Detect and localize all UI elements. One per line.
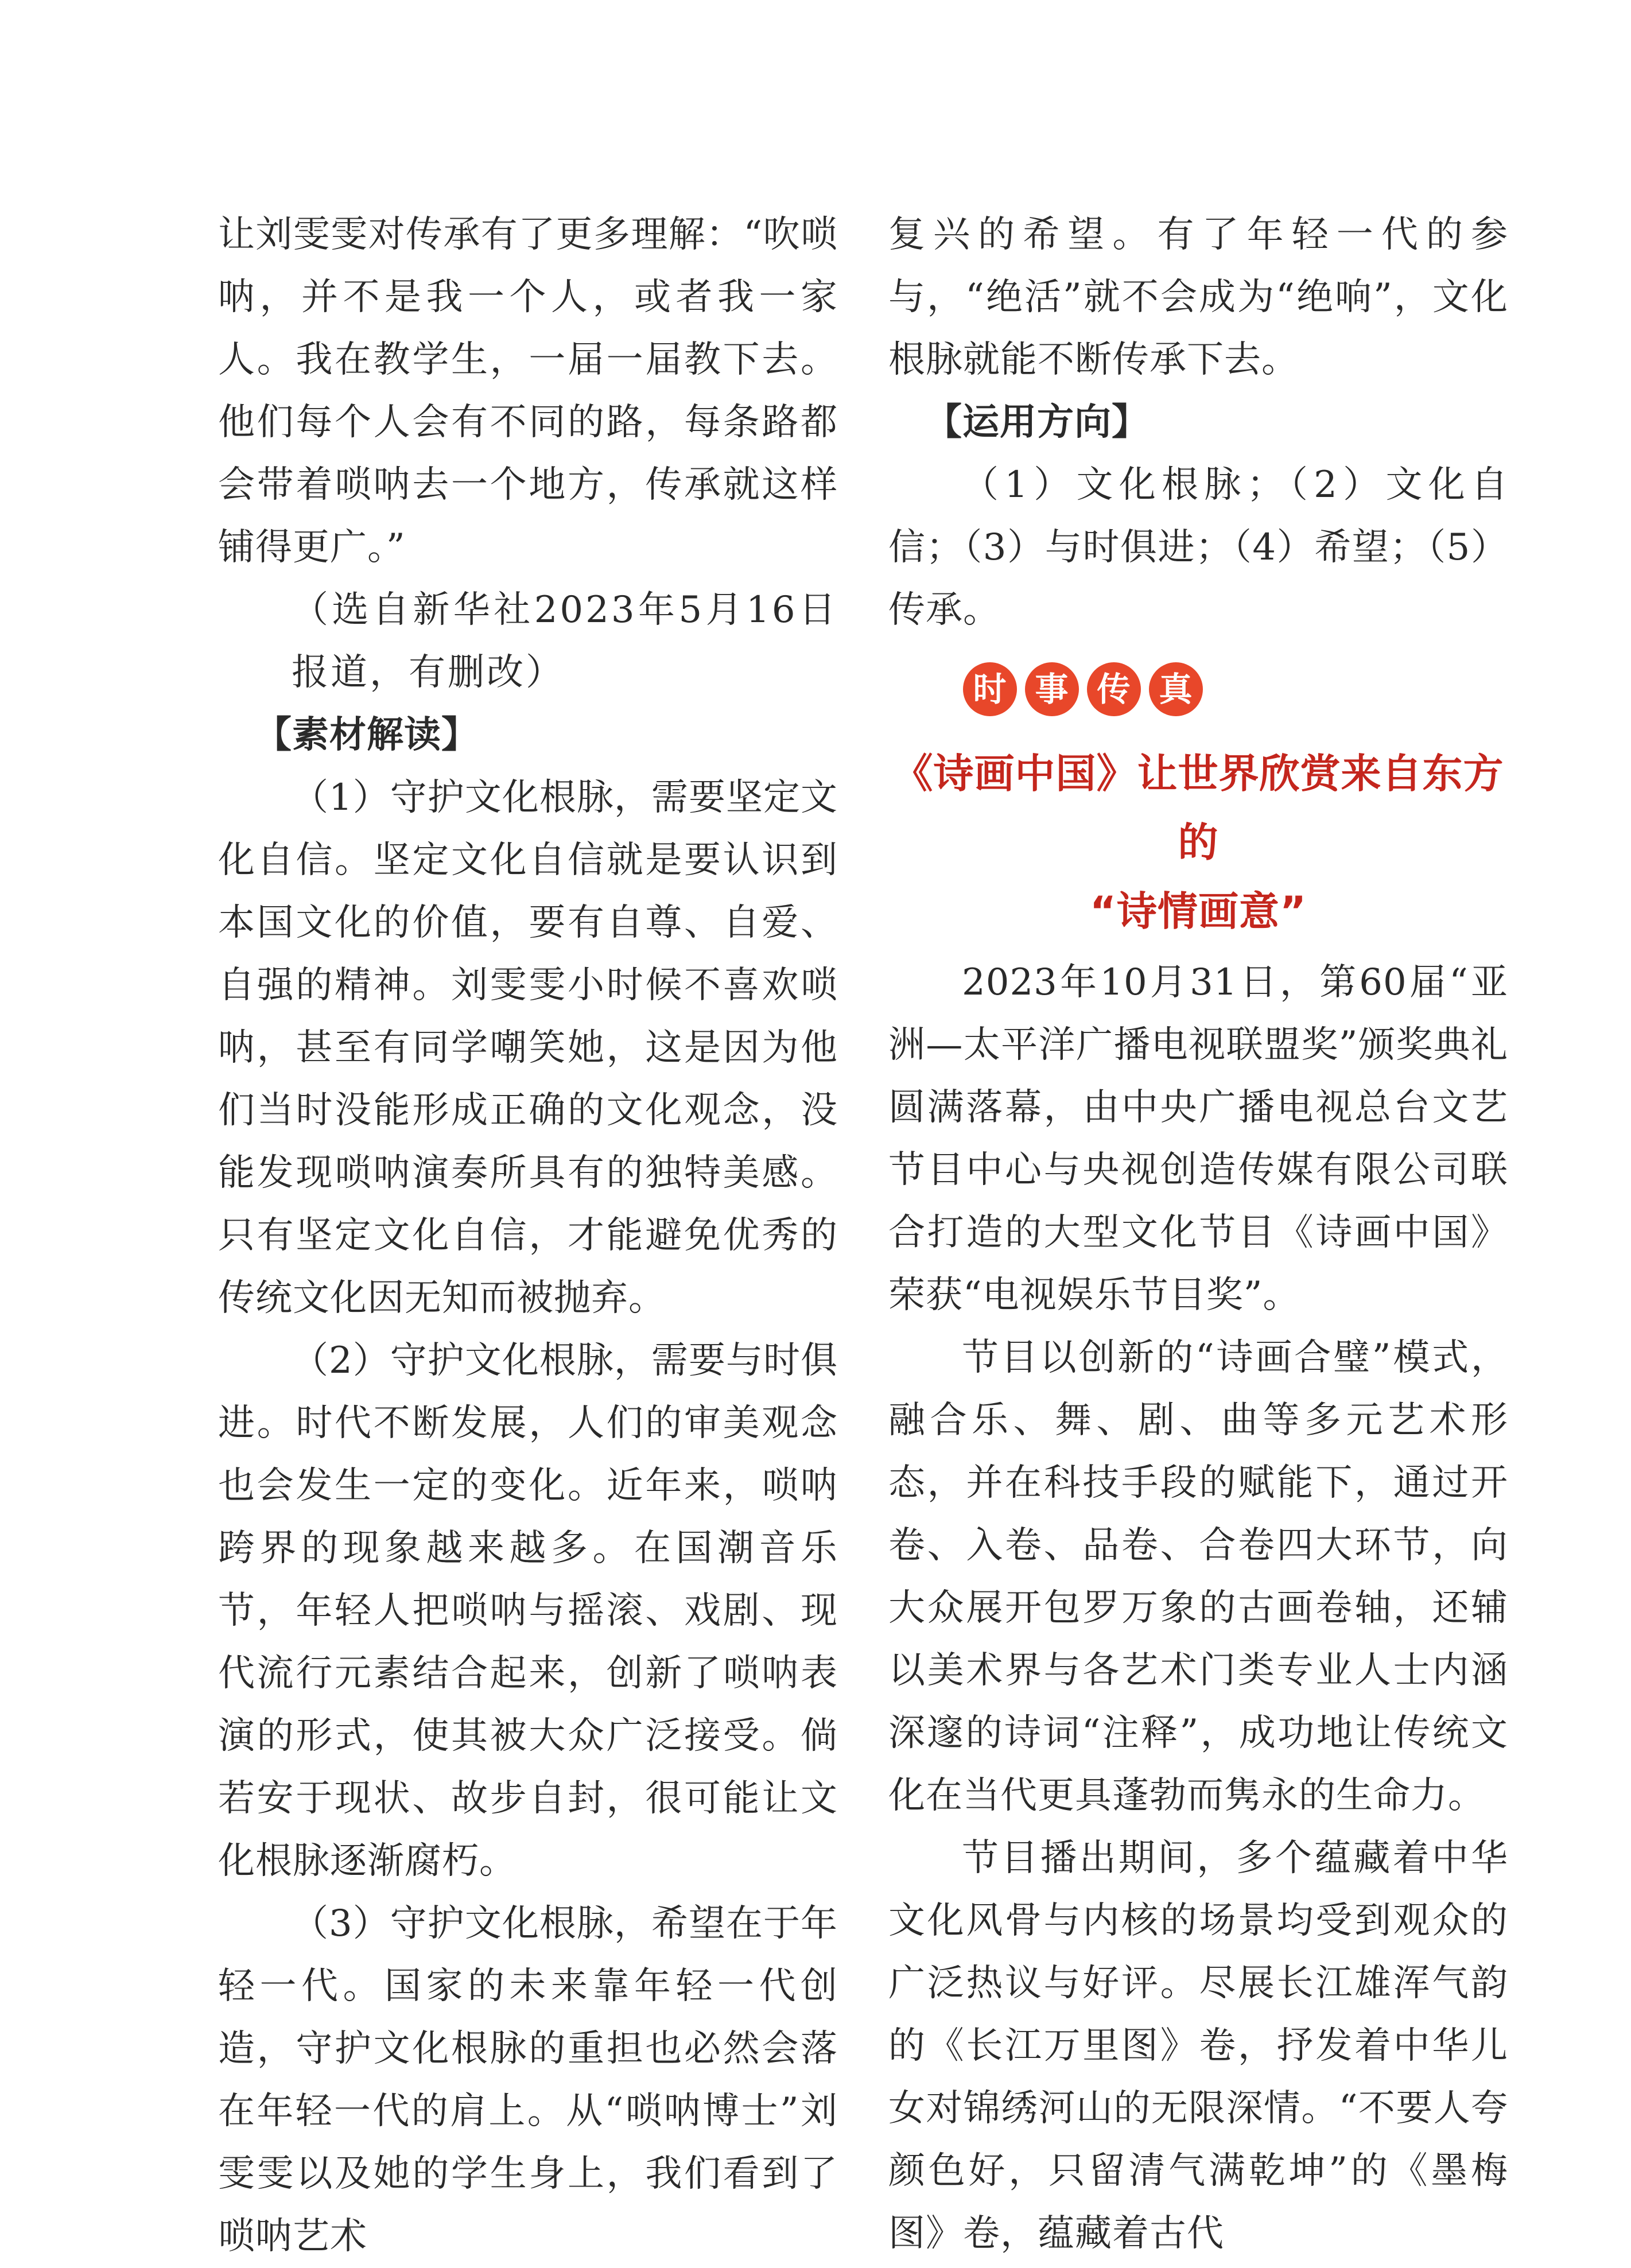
interpretation-point-3: （3）守护文化根脉，希望在于年轻一代。国家的未来靠年轻一代创造，守护文化根脉的重担也必然会落在年轻一代的肩上。从“唢呐博士”刘雯雯以及她的学生身上，我们看到了唢呐艺术 (218, 1902, 838, 2258)
article-title (888, 739, 1508, 946)
article-title-line-1: 《诗画中国》让世界欣赏来自东方的 (892, 750, 1504, 866)
badge-char: 传 (1087, 662, 1141, 716)
article-paragraph-1: 2023年10月31日，第60届“亚洲—太平洋广播电视联盟奖”颁奖典礼圆满落幕，由中央广播电视总台文艺节目中心与央视创造传媒有限公司联合打造的大型文化节目《诗画中国》荣获“电视娱乐节目奖”。 (888, 961, 1508, 1316)
badge-char: 事 (1025, 662, 1079, 716)
article-paragraph-3: 节目播出期间，多个蕴藏着中华文化风骨与内核的场景均受到观众的广泛热议与好评。尽展长江雄浑气韵的《长江万里图》卷，抒发着中华儿女对锦绣河山的无限深情。“不要人夸颜色好，只留清气满乾坤”的《墨梅图》卷，蕴藏着古代 (888, 1837, 1508, 2255)
interpretation-point-1: （1）守护文化根脉，需要坚定文化自信。坚定文化自信就是要认识到本国文化的价值，要有自尊、自爱、自强的精神。刘雯雯小时候不喜欢唢呐，甚至有同学嘲笑她，这是因为他们当时没能形成正确的文化观念，没能发现唢呐演奏所具有的独特美感。只有坚定文化自信，才能避免优秀的传统文化因无知而被抛弃。 (218, 776, 838, 1319)
interpretation-heading: 【素材解读】 (255, 714, 479, 756)
application-text: （1）文化根脉；（2）文化自信；（3）与时俱进；（4）希望；（5）传承。 (888, 464, 1508, 631)
article-title-line-2: “诗情画意” (1089, 888, 1307, 935)
section-badge (963, 662, 1508, 716)
paragraph-continuation: 复兴的希望。有了年轻一代的参与，“绝活”就不会成为“绝响”，文化根脉就能不断传承下去。 (888, 213, 1508, 381)
badge-char: 真 (1149, 662, 1203, 716)
left-column (218, 204, 838, 2268)
badge-char: 时 (963, 662, 1017, 716)
application-heading: 【运用方向】 (925, 401, 1149, 444)
source-note: （选自新华社2023年5月16日报道，有删改） (292, 589, 838, 694)
paragraph-quote: 让刘雯雯对传承有了更多理解：“吹唢呐，并不是我一个人，或者我一家人。我在教学生，一届一届教下去。他们每个人会有不同的路，每条路都会带着唢呐去一个地方，传承就这样铺得更广。” (218, 213, 838, 569)
interpretation-point-2: （2）守护文化根脉，需要与时俱进。时代不断发展，人们的审美观念也会发生一定的变化。近年来，唢呐跨界的现象越来越多。在国潮音乐节，年轻人把唢呐与摇滚、戏剧、现代流行元素结合起来，创新了唢呐表演的形式，使其被大众广泛接受。倘若安于现状、故步自封，很可能让文化根脉逐渐腐朽。 (218, 1339, 838, 1882)
article-paragraph-2: 节目以创新的“诗画合璧”模式，融合乐、舞、剧、曲等多元艺术形态，并在科技手段的赋能下，通过开卷、入卷、品卷、合卷四大环节，向大众展开包罗万象的古画卷轴，还辅以美术界与各艺术门类专业人士内涵深邃的诗词“注释”，成功地让传统文化在当代更具蓬勃而隽永的生命力。 (888, 1337, 1508, 1817)
right-column (888, 204, 1508, 2265)
